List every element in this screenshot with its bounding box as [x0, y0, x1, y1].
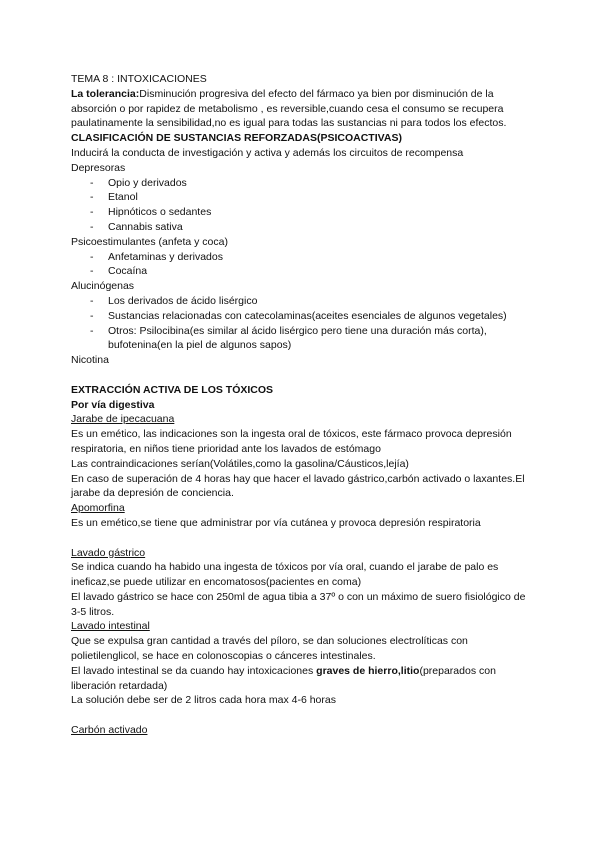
ipecacuana-p3: En caso de superación de 4 horas hay que hacer el lavado gástrico,carbón activado o laxantes.El jarabe da depresión de conciencia. [71, 472, 525, 500]
list-item: - Otros: Psilocibina(es similar al ácido lisérgico pero tiene una duración más corta), bufotenina(en la piel de algunos sapos) [71, 324, 533, 354]
list-item: - Hipnóticos o sedantes [71, 205, 533, 220]
ipecacuana-title: Jarabe de ipecacuana [71, 413, 175, 426]
list-item: - Opio y derivados [71, 176, 533, 191]
carbon-activado-title: Carbón activado [71, 724, 148, 737]
lavado-intestinal-p3: La solución debe ser de 2 litros cada hora max 4-6 horas [71, 694, 336, 707]
lavado-intestinal-p2 [71, 664, 533, 694]
list-item: - Anfetaminas y derivados [71, 250, 533, 265]
document-page [71, 72, 533, 738]
clasificacion-heading: CLASIFICACIÓN DE SUSTANCIAS REFORZADAS(PSICOACTIVAS) [71, 132, 402, 145]
apomorfina-p1: Es un emético,se tiene que administrar por vía cutánea y provoca depresión respiratoria [71, 516, 481, 529]
ipecacuana-p1: Es un emético, las indicaciones son la ingesta oral de tóxicos, este fármaco provoca depresión respiratoria, en niños tiene prioridad ante los lavados de estómago [71, 428, 512, 455]
via-digestiva-subheading: Por vía digestiva [71, 398, 155, 411]
depresoras-label: Depresoras [71, 161, 126, 174]
lavado-intestinal-p2-post: (preparados con liberación retardada) [71, 664, 496, 692]
lavado-intestinal-p2-bold: graves de hierro,litio [316, 664, 420, 677]
list-item: - Cannabis sativa [71, 220, 533, 235]
depresoras-list [71, 176, 533, 235]
clasificacion-intro: Inducirá la conducta de investigación y activa y además los circuitos de recompensa [71, 146, 464, 159]
list-item: - Sustancias relacionadas con catecolaminas(aceites esenciales de algunos vegetales) [71, 309, 533, 324]
tolerancia-label: La tolerancia: [71, 87, 140, 100]
nicotina-label: Nicotina [71, 354, 109, 367]
list-item: - Cocaína [71, 264, 533, 279]
list-item: - Los derivados de ácido lisérgico [71, 294, 533, 309]
extraccion-heading: EXTRACCIÓN ACTIVA DE LOS TÓXICOS [71, 383, 274, 396]
list-item: - Etanol [71, 190, 533, 205]
lavado-intestinal-p1: Que se expulsa gran cantidad a través del píloro, se dan soluciones electrolíticas con polietilenglicol, se hace en colonoscopias o cánceres intestinales. [71, 635, 468, 663]
alucinogenas-label: Alucinógenas [71, 280, 135, 293]
psicoestimulantes-list [71, 250, 533, 280]
psicoestimulantes-label: Psicoestimulantes (anfeta y coca) [71, 235, 228, 248]
lavado-intestinal-title: Lavado intestinal [71, 620, 150, 633]
ipecacuana-p2: Las contraindicaciones serían(Volátiles,como la gasolina/Cáusticos,lejía) [71, 457, 409, 470]
doc-title: TEMA 8 : INTOXICACIONES [71, 73, 207, 85]
lavado-gastrico-p1: Se indica cuando ha habido una ingesta de tóxicos por vía oral, cuando el jarabe de palo es ineficaz,se puede utilizar en encomatosos(pacientes en coma) [71, 561, 499, 589]
tolerancia-paragraph [71, 87, 533, 131]
lavado-gastrico-p2: El lavado gástrico se hace con 250ml de agua tibia a 37º o con un máximo de suero fisiológico de 3-5 litros. [71, 590, 526, 618]
tolerancia-text: Disminución progresiva del efecto del fármaco ya bien por disminución de la absorción o por rapidez de metabolismo , es reversible,cuando cesa el consumo se recupera paulatinamente la sensibilidad,no es igual para todas las sustancias ni para todos los efectos. [71, 87, 507, 130]
alucinogenas-list [71, 294, 533, 353]
lavado-gastrico-title: Lavado gástrico [71, 546, 146, 559]
lavado-intestinal-p2-pre: El lavado intestinal se da cuando hay intoxicaciones [71, 664, 317, 677]
apomorfina-title: Apomorfina [71, 502, 125, 515]
